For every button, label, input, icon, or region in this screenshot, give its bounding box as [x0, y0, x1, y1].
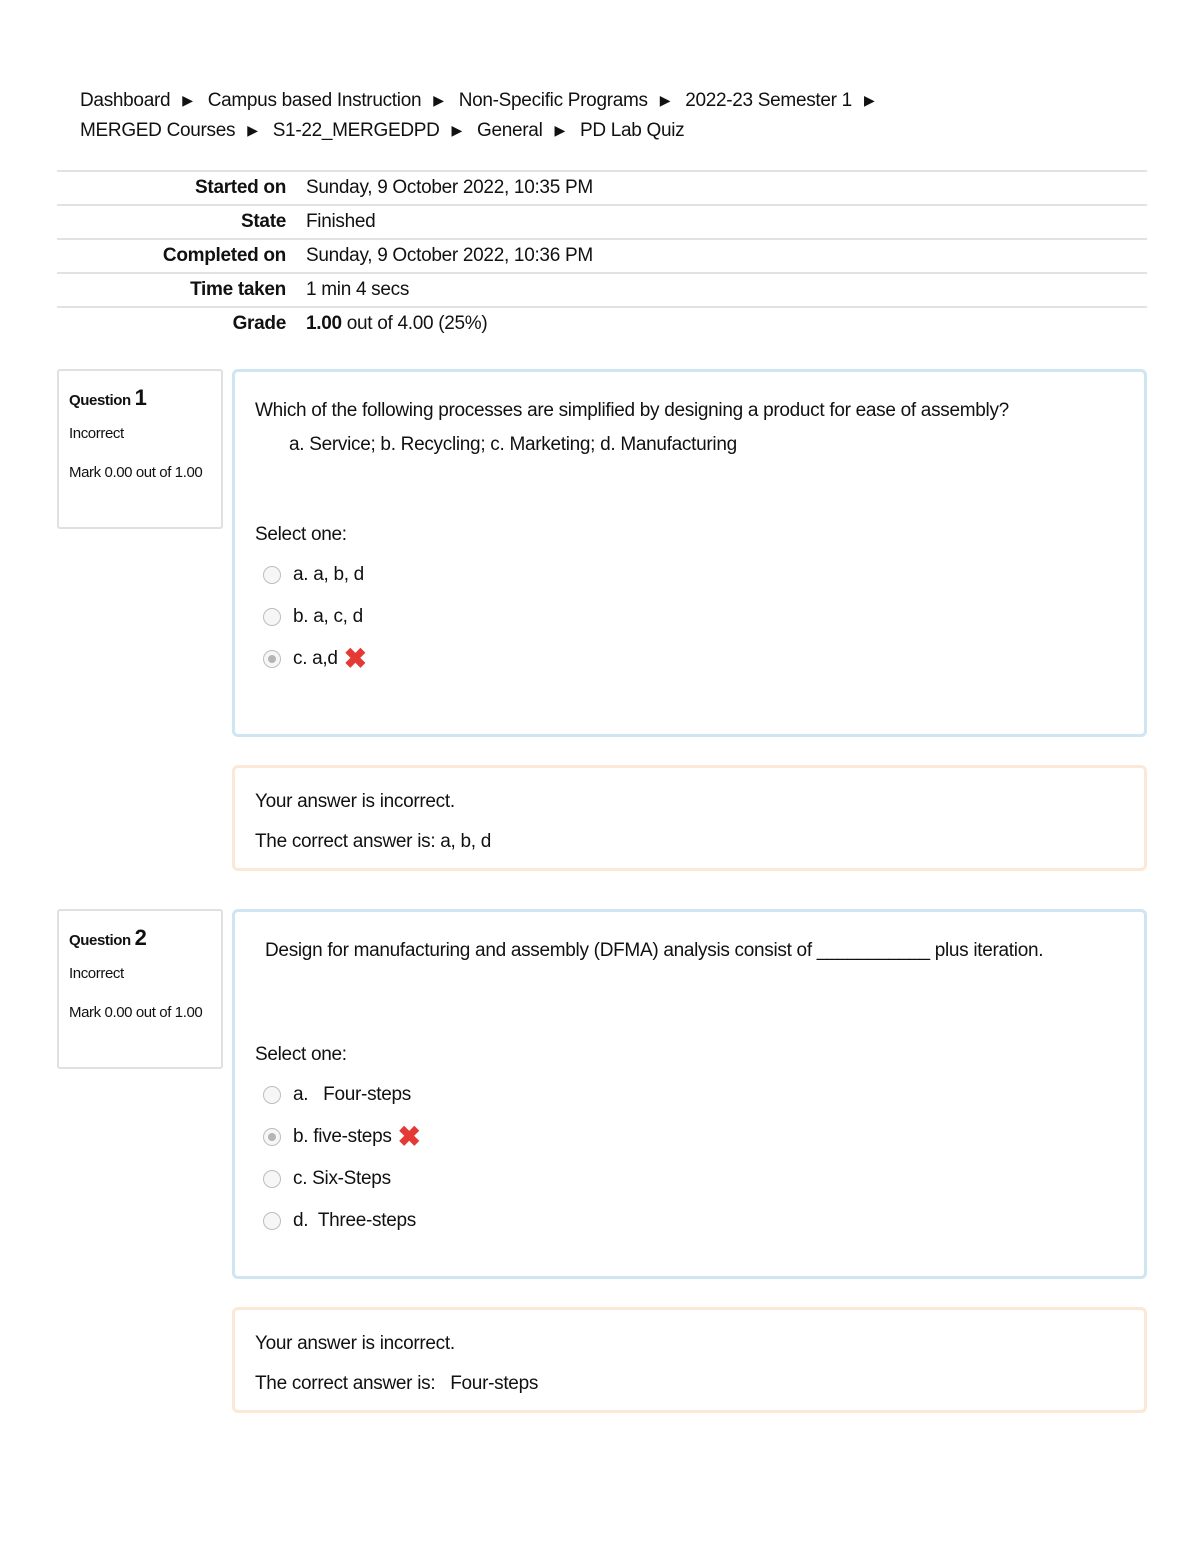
grade-value — [296, 307, 1147, 340]
completed-value: Sunday, 9 October 2022, 10:36 PM — [306, 245, 593, 266]
grade-total: out of 4.00 (25%) — [341, 313, 488, 334]
time-taken-label: Time taken — [190, 279, 286, 300]
answer-options — [255, 554, 1124, 680]
state-label: State — [241, 211, 286, 232]
question-label: Question — [69, 932, 131, 949]
answer-label: c. Six-Steps — [293, 1168, 391, 1189]
radio-button-selected[interactable] — [263, 650, 281, 668]
breadcrumb-separator-icon: ▶ — [247, 122, 258, 138]
summary-row-started — [57, 171, 1147, 205]
answer-option-a[interactable] — [255, 1074, 1124, 1116]
started-value: Sunday, 9 October 2022, 10:35 PM — [306, 177, 593, 198]
time-taken-value: 1 min 4 secs — [306, 279, 410, 300]
state-value: Finished — [306, 211, 376, 232]
breadcrumb-course[interactable]: S1-22_MERGEDPD — [272, 120, 440, 141]
radio-button[interactable] — [263, 1086, 281, 1104]
question-text: Which of the following processes are simplified by designing a product for ease of assembly? — [255, 400, 1009, 421]
answer-label: b. a, c, d — [293, 606, 363, 627]
question-number-value: 2 — [134, 925, 147, 950]
started-label: Started on — [195, 177, 286, 198]
question-mark: Mark 0.00 out of 1.00 — [69, 1004, 203, 1021]
answer-option-d[interactable] — [255, 1200, 1124, 1242]
breadcrumb-separator-icon: ▶ — [451, 122, 463, 138]
feedback-result: Your answer is incorrect. — [255, 1333, 455, 1354]
summary-row-time — [57, 273, 1147, 307]
question-2-formulation — [232, 909, 1147, 1279]
answer-option-c[interactable] — [255, 1158, 1124, 1200]
feedback-correct-answer: The correct answer is: Four-steps — [255, 1373, 539, 1394]
answer-label: d. Three-steps — [293, 1210, 416, 1231]
breadcrumb-separator-icon: ▶ — [182, 92, 193, 108]
completed-label: Completed on — [162, 245, 286, 266]
question-1-formulation — [232, 369, 1147, 737]
answer-label: a. Four-steps — [293, 1084, 411, 1105]
breadcrumb-dashboard[interactable]: Dashboard — [80, 90, 171, 111]
cross-icon: ✖ — [343, 643, 367, 674]
breadcrumb-merged-courses[interactable]: MERGED Courses — [80, 120, 236, 141]
question-subtext: a. Service; b. Recycling; c. Marketing; d. Manufacturing — [289, 434, 737, 455]
summary-row-grade — [57, 307, 1147, 340]
answer-option-c[interactable] — [255, 638, 1124, 680]
select-one-prompt: Select one: — [255, 1044, 347, 1065]
question-label: Question — [69, 392, 131, 409]
question-1-feedback — [232, 765, 1147, 871]
radio-button[interactable] — [263, 608, 281, 626]
breadcrumb-separator-icon: ▶ — [863, 92, 875, 108]
attempt-summary-table — [57, 170, 1147, 340]
question-text: Design for manufacturing and assembly (DFMA) analysis consist of ___________ plus iteration. — [265, 940, 1044, 961]
summary-row-state — [57, 205, 1147, 239]
breadcrumb-pd-lab-quiz[interactable]: PD Lab Quiz — [579, 120, 685, 141]
breadcrumb-campus-based-instruction[interactable]: Campus based Instruction — [207, 90, 422, 111]
answer-option-b[interactable] — [255, 596, 1124, 638]
radio-button[interactable] — [263, 1170, 281, 1188]
breadcrumb-separator-icon: ▶ — [659, 92, 671, 108]
feedback-result: Your answer is incorrect. — [255, 791, 455, 812]
radio-button[interactable] — [263, 1212, 281, 1230]
breadcrumb-general[interactable]: General — [477, 120, 543, 141]
breadcrumb-separator-icon: ▶ — [554, 122, 565, 138]
answer-option-a[interactable] — [255, 554, 1124, 596]
question-state: Incorrect — [69, 965, 124, 982]
summary-row-completed — [57, 239, 1147, 273]
answer-option-b[interactable] — [255, 1116, 1124, 1158]
question-number-value: 1 — [134, 385, 147, 410]
answer-label: b. five-steps — [293, 1126, 392, 1147]
select-one-prompt: Select one: — [255, 524, 347, 545]
feedback-correct-answer: The correct answer is: a, b, d — [255, 831, 491, 852]
question-2-feedback — [232, 1307, 1147, 1413]
question-1-info — [57, 369, 223, 529]
grade-label: Grade — [232, 313, 286, 334]
breadcrumb-semester[interactable]: 2022-23 Semester 1 — [685, 90, 852, 111]
question-number — [69, 385, 211, 411]
breadcrumb-separator-icon: ▶ — [433, 92, 444, 108]
cross-icon: ✖ — [397, 1121, 421, 1152]
question-mark: Mark 0.00 out of 1.00 — [69, 464, 203, 481]
question-2-info — [57, 909, 223, 1069]
breadcrumb — [80, 86, 1080, 146]
answer-label: c. a,d — [293, 648, 338, 669]
grade-score: 1.00 — [306, 313, 342, 334]
question-number — [69, 925, 211, 951]
radio-button[interactable] — [263, 566, 281, 584]
question-state: Incorrect — [69, 425, 124, 442]
breadcrumb-non-specific-programs[interactable]: Non-Specific Programs — [458, 90, 648, 111]
radio-button-selected[interactable] — [263, 1128, 281, 1146]
answer-label: a. a, b, d — [293, 564, 364, 585]
answer-options — [255, 1074, 1124, 1242]
